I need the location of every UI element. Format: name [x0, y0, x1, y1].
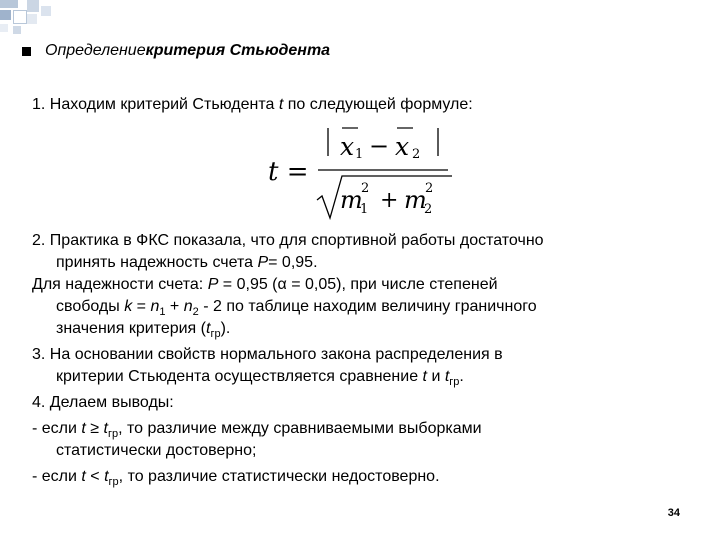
text-line — [32, 392, 174, 414]
formula-lhs: t = — [268, 157, 309, 187]
line-text: , то различие между сравниваемыми выборками — [118, 420, 482, 437]
line-text: Для надежности счета: — [32, 276, 208, 293]
var-t: t — [81, 468, 86, 485]
line-text: ≥ — [85, 420, 104, 437]
line-text: ). — [220, 320, 231, 337]
text-line — [32, 274, 498, 296]
line-text: критерии Стьюдента осуществляется сравнение — [56, 368, 423, 385]
step1-prefix: 1. Находим критерий Стьюдента — [32, 96, 279, 113]
deco-square — [13, 26, 21, 34]
text-line — [32, 466, 440, 493]
line-text: значения критерия ( — [56, 320, 206, 337]
text-line — [32, 366, 464, 393]
deco-square — [0, 0, 18, 8]
bullet-icon — [22, 47, 31, 56]
var-p: P — [257, 254, 269, 271]
var-t: t — [104, 468, 109, 485]
heading-prefix: Определение — [45, 42, 146, 59]
line-text: 4. Делаем выводы: — [32, 394, 174, 411]
deco-square — [13, 10, 27, 24]
student-formula — [262, 118, 462, 226]
line-text: < — [85, 468, 105, 485]
subscript: гр — [108, 476, 119, 489]
subscript: гр — [210, 328, 221, 341]
line-text: - 2 по таблице находим величину граничного — [198, 298, 537, 315]
subscript: гр — [107, 428, 119, 441]
page-number: 34 — [667, 507, 680, 519]
var-t: t — [103, 420, 108, 437]
var-p: P — [207, 276, 219, 293]
deco-square — [27, 14, 37, 24]
line-text: , то различие статистически недостоверно. — [118, 468, 440, 485]
deco-square — [27, 0, 39, 12]
subscript: 1 — [159, 306, 166, 319]
formula-plus: + — [380, 188, 399, 213]
var-t: t — [444, 368, 450, 385]
formula-x1: x — [340, 132, 355, 161]
deco-square — [0, 10, 11, 20]
subscript: 2 — [192, 306, 199, 319]
formula-x2: x — [395, 132, 410, 161]
text-line — [32, 318, 230, 345]
subscript: гр — [449, 376, 460, 389]
text-line — [32, 440, 256, 462]
line-text: и — [427, 368, 445, 385]
line-text: + — [165, 298, 184, 315]
line-text: статистически достоверно; — [56, 442, 257, 459]
formula-m1: m — [340, 186, 363, 214]
formula-m1-sub: 1 — [360, 202, 369, 217]
formula-m2-sup: 2 — [425, 181, 434, 196]
var-t: t — [81, 420, 86, 437]
step1-tail: по следующей формуле: — [283, 96, 473, 113]
line-text: - если — [32, 468, 82, 485]
formula-m1-sup: 2 — [361, 181, 370, 196]
var-n: n — [150, 298, 160, 315]
formula-x1-sub: 1 — [355, 147, 364, 162]
var-n: n — [183, 298, 193, 315]
formula-m2-sub: 2 — [424, 202, 433, 217]
formula-m2: m — [404, 186, 427, 214]
text-line — [32, 344, 503, 366]
deco-square — [41, 6, 51, 16]
step1-text — [32, 94, 473, 116]
section-heading — [22, 42, 330, 60]
line-text: принять надежность счета — [56, 254, 258, 271]
deco-square — [0, 24, 8, 32]
line-text: 2. Практика в ФКС показала, что для спортивной работы достаточно — [32, 232, 544, 249]
heading-bold: критерия Стьюдента — [145, 42, 331, 59]
line-text: = 0,95 (α = 0,05), при числе степеней — [218, 276, 498, 293]
var-t: t — [422, 368, 427, 385]
line-text: = 0,95. — [268, 254, 318, 271]
formula-minus: − — [369, 132, 390, 160]
text-line — [32, 230, 544, 252]
line-text: - если — [32, 420, 82, 437]
line-text: 3. На основании свойств нормального закона распределения в — [32, 346, 503, 363]
text-line — [32, 252, 318, 274]
step1-var: t — [278, 96, 284, 113]
var-k: k — [124, 298, 133, 315]
line-text: . — [459, 368, 464, 385]
formula-x2-sub: 2 — [412, 147, 421, 162]
line-text: = — [132, 298, 151, 315]
line-text: свободы — [56, 298, 125, 315]
var-t: t — [206, 320, 211, 337]
